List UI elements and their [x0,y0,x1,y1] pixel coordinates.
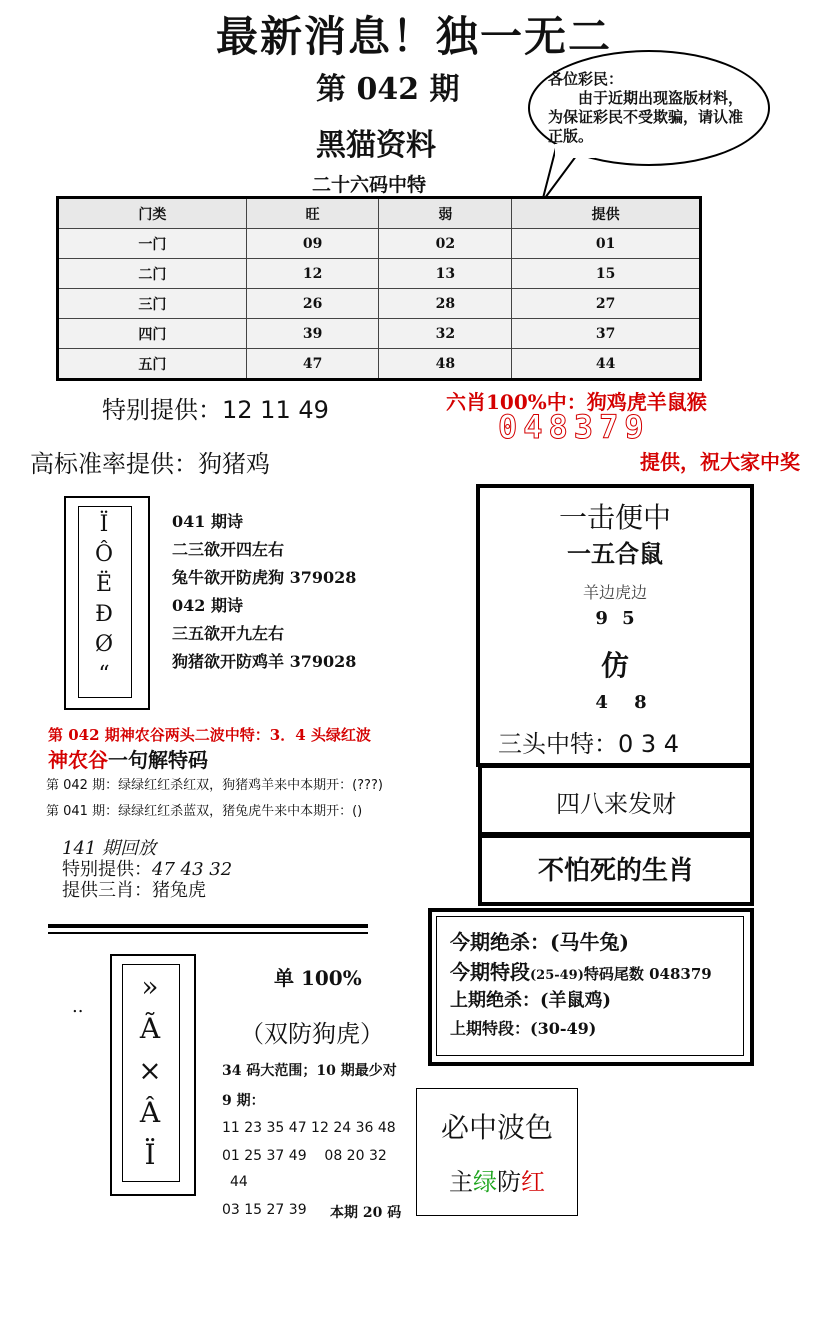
kill-line2 [450,956,712,985]
codes-line2: 01 25 37 49 08 20 32 [222,1148,387,1164]
special-value: 12 11 49 [222,396,329,424]
poem-line: 三五欲开九左右 [172,624,285,643]
glyph: Ô [94,542,114,567]
hit-nums2: 4 8 [595,692,647,713]
table-header: 门类 [58,198,247,229]
table-cell: 一门 [58,229,247,259]
wave-green: 绿 [473,1168,497,1196]
six-zodiac-line: 六肖100%中：狗鸡虎羊鼠猴 [446,390,707,414]
subtitle: 黑猫资料 [316,128,436,163]
glyph: Ï [144,1138,156,1171]
kill-line2-c: 特码尾数 048379 [583,965,712,983]
review-value: 47 43 32 [152,859,233,880]
glyph: Ð [95,602,113,627]
table-cell: 13 [379,259,512,289]
table-cell: 09 [246,229,379,259]
hit-head: 三头中特：0 3 4 [498,730,680,758]
table-cell: 47 [246,349,379,380]
table-cell: 12 [246,259,379,289]
glyph: Ã [139,1012,161,1045]
poem-line: 041 期诗 [172,512,243,531]
kill-line2-b: (25-49) [530,968,584,983]
notice-text [548,70,744,146]
table-header: 旺 [246,198,379,229]
glyph: Ï [99,512,109,537]
poem-line: 二三欲开四左右 [172,540,285,559]
codes-line4: 03 15 27 39 [222,1202,307,1218]
notice-line1: 各位彩民： [548,70,624,88]
review-label: 特别提供： [62,859,152,880]
shennong-line: 第 041 期：绿绿红红杀蓝双，猪兔虎牛来中本期开：() [46,804,363,819]
range-line1: 34 码大范围；10 期最少对 [222,1063,397,1079]
table-cell: 26 [246,289,379,319]
kill-line1: 今期绝杀：(马牛兔) [450,930,629,954]
issue-number: 第 042 期 [316,72,460,107]
table-caption: 二十六码中特 [312,174,427,196]
hit-fang: 仿 [600,649,629,682]
shennong-brand-line [48,744,208,773]
table-cell: 48 [379,349,512,380]
notice-line2: 由于近期出现盗版材料，为保证彩民不受欺骗，请认准正版。 [548,89,744,145]
review-title [62,838,232,859]
hit-side: 羊边虎边 [582,583,647,602]
kill-line4: 上期特段：(30-49) [450,1019,597,1038]
poem-glyphs [90,510,118,690]
table-cell: 32 [379,319,512,349]
shennong-line: 第 042 期：绿绿红红杀红双，狗猪鸡羊来中本期开：(???) [46,778,383,793]
table-row [58,289,701,319]
fortune-text: 四八来发财 [556,790,676,818]
table-header: 弱 [379,198,512,229]
page-title: 最新消息！独一无二 [215,12,612,61]
divider [48,932,368,934]
codes-line1: 11 23 35 47 12 24 36 48 [222,1120,396,1136]
poem-line: 兔牛欲开防虎狗 379028 [172,568,357,587]
table-cell: 五门 [58,349,247,380]
table-cell: 四门 [58,319,247,349]
hit-title: 一击便中 [558,501,671,534]
codes-line3: 44 [230,1174,248,1190]
hit-nums1: 9 5 [595,608,635,629]
table-row [58,319,701,349]
table-cell: 28 [379,289,512,319]
six-zodiac-code: 048379 [498,408,650,446]
high-rate-provide: 高标准率提供：狗猪鸡 [30,450,270,478]
table-row [58,229,701,259]
review-three: 提供三肖：猪兔虎 [62,880,206,901]
shennong-brand-rest: 一句解特码 [108,748,208,772]
wave-title: 必中波色 [440,1111,553,1144]
shennong-brand: 神农谷 [48,748,108,772]
poem-line: 042 期诗 [172,596,243,615]
table-row [58,349,701,380]
poem-line: 狗猪欲开防鸡羊 379028 [172,652,357,671]
poem-text [172,508,356,676]
table-cell: 二门 [58,259,247,289]
bubble-tail-cover [555,144,595,166]
fearless-text: 不怕死的生肖 [537,856,694,886]
table-row [58,259,701,289]
range-line2: 9 期： [222,1093,265,1109]
glyph: Ë [95,572,113,597]
table-header-row [58,198,701,229]
review-block [62,838,232,901]
wave-red: 红 [521,1168,545,1196]
bottom-glyphs [122,966,178,1176]
hit-sub: 一五合鼠 [567,539,663,568]
glyph: × [138,1054,162,1087]
kill-line3: 上期绝杀：(羊鼠鸡) [450,990,612,1011]
glyph: » [141,970,159,1003]
kill-line2-a: 今期特段 [450,960,530,984]
table-cell: 37 [512,319,701,349]
this-issue: 本期 20 码 [330,1205,402,1221]
wave-guard: 防 [497,1168,521,1196]
table-cell: 44 [512,349,701,380]
glyph: Ø [94,632,114,657]
table-cell: 39 [246,319,379,349]
wave-colors [416,1162,578,1197]
table-cell: 15 [512,259,701,289]
review-special [62,859,232,880]
special-label: 特别提供： [102,396,222,424]
table-cell: 02 [379,229,512,259]
table-header: 提供 [512,198,701,229]
six-zodiac-wish: 提供，祝大家中奖 [640,450,800,474]
numbers-table [56,196,702,381]
dots: .. [72,996,84,1017]
glyph: “ [98,662,110,687]
table-cell: 01 [512,229,701,259]
single-fang: （双防狗虎） [240,1020,384,1048]
table-cell: 27 [512,289,701,319]
review-line1: 141 期回放 [62,838,157,859]
table-cell: 三门 [58,289,247,319]
glyph: Â [139,1096,161,1129]
shennong-headline: 第 042 期神农谷两头二波中特：3．4 头绿红波 [48,726,371,744]
divider [48,924,368,928]
single-pct: 单 100% [274,966,362,990]
wave-main: 主 [449,1168,473,1196]
special-provide [102,390,329,425]
